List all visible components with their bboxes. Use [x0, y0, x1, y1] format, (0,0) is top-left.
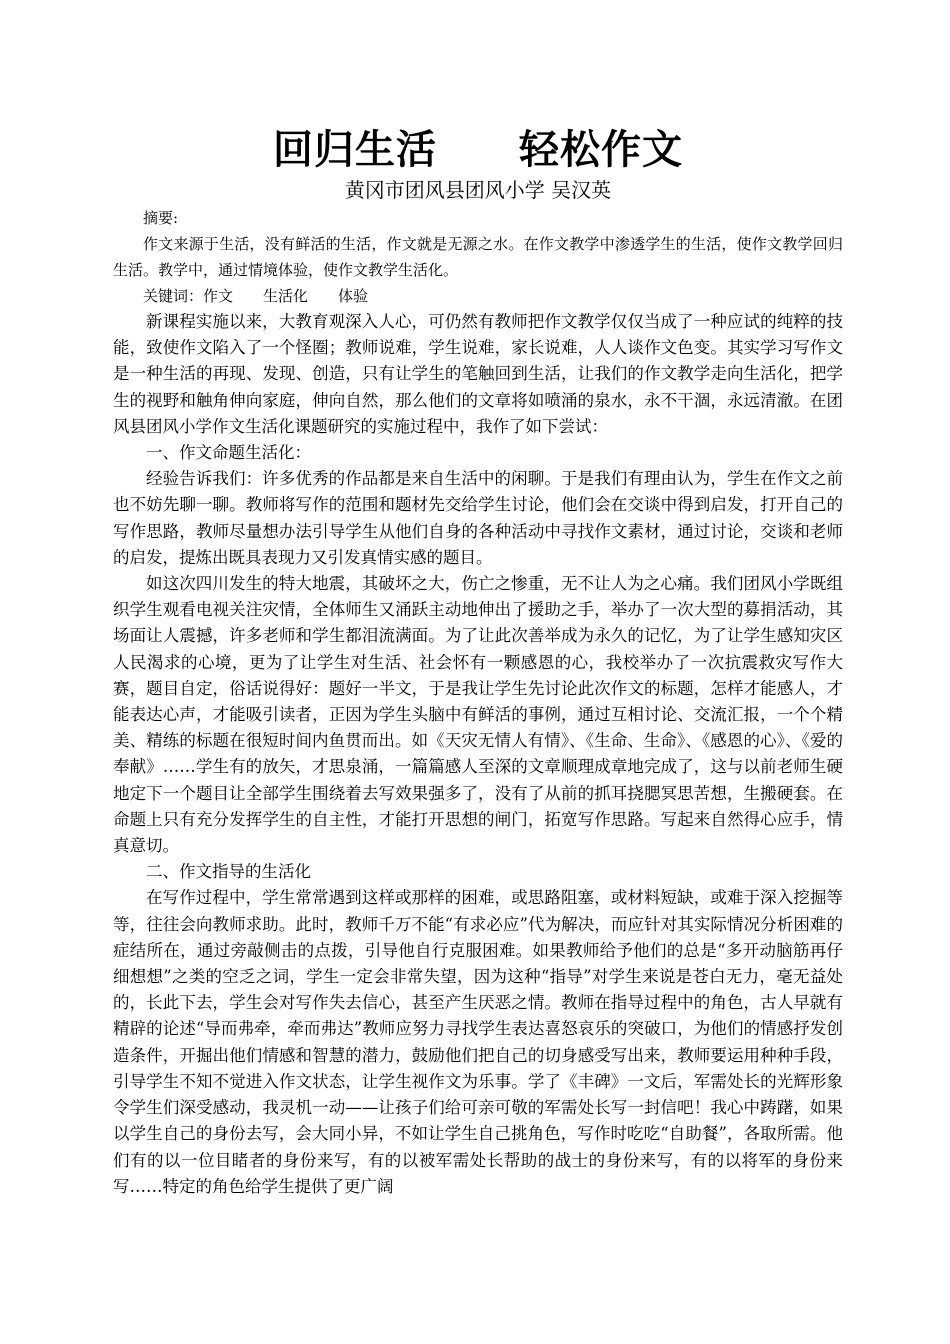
keywords: 关键词：作文 生活化 体验	[143, 287, 369, 305]
abstract-label: 摘要:	[143, 209, 179, 227]
section-heading: 二、作文指导的生活化	[146, 862, 311, 882]
paragraph: 经验告诉我们：许多优秀的作品都是来自生活中的闲聊。于是我们有理由认为，学生在作文之前也不妨先聊一聊。教师将写作的范围和题材先交给学生讨论，他们会在交谈中得到启发，打开自己的写作思路，教师尽量想办法引导学生从他们自身的各种活动中寻找作文素材，通过讨论，交谈和老师的启发，提炼出既具表现力又引发真情实感的题目。	[113, 469, 843, 567]
abstract-text: 作文来源于生活，没有鲜活的生活，作文就是无源之水。在作文教学中渗透学生的生活，使作文教学回归生活。教学中，通过情境体验，使作文教学生活化。	[113, 235, 843, 279]
paragraph: 如这次四川发生的特大地震，其破坏之大，伤亡之惨重，无不让人为之心痛。我们团风小学既组织学生观看电视关注灾情，全体师生又涌跃主动地伸出了援助之手，举办了一次大型的募捐活动，其场面让人震撼，许多老师和学生都泪流满面。为了让此次善举成为永久的记忆，为了让学生感知灾区人民渴求的心境，更为了让学生对生活、社会怀有一颗感恩的心，我校举办了一次抗震救灾写作大赛，题目自定，俗话说得好：题好一半文，于是我让学生先讨论此次作文的标题，怎样才能感人，才能表达心声，才能吸引读者，正因为学生头脑中有鲜活的事例，通过互相讨论、交流汇报，一个个精美、精练的标题在很短时间内鱼贯而出。如《天灾无情人有情》、《生命、生命》、《感恩的心》、《爱的奉献》……学生有的放矢，才思泉涌，一篇篇感人至深的文章顺理成章地完成了，这与以前老师生硬地定下一个题目让全部学生围绕着去写效果强多了，没有了从前的抓耳挠腮冥思苦想，生搬硬套。在命题上只有充分发挥学生的自主性，才能打开思想的闸门，拓宽写作思路。写起来自然得心应手，情真意切。	[113, 574, 843, 856]
paragraph: 在写作过程中，学生常常遇到这样或那样的困难，或思路阻塞，或材料短缺，或难于深入挖掘等等，往往会向教师求助。此时，教师千万不能“有求必应”代为解决，而应针对其实际情况分析困难的症结所在，通过旁敲侧击的点拨，引导他自行克服困难。如果教师给予他们的总是“多开动脑筋再仔细想想”之类的空乏之词，学生一定会非常失望，因为这种“指导”对学生来说是苍白无力，毫无益处的，长此下去，学生会对写作失去信心，甚至产生厌恶之情。教师在指导过程中的角色，古人早就有精辟的论述“导而弗牵，牵而弗达”教师应努力寻找学生表达喜怒哀乐的突破口，为他们的情感抒发创造条件，开掘出他们情感和智慧的潜力，鼓励他们把自己的切身感受写出来，教师要运用种种手段，引导学生不知不觉进入作文状态，让学生视作文为乐事。学了《丰碑》一文后，军需处长的光辉形象令学生们深受感动，我灵机一动——让孩子们给可亲可敬的军需处长写一封信吧！我心中踌躇，如果以学生自己的身份去写，会大同小异，不如让学生自己挑角色，写作时吃吃“自助餐”，各取所需。他们有的以一位目睹者的身份来写，有的以被军需处长帮助的战士的身份来写，有的以将军的身份来写……特定的角色给学生提供了更广阔	[113, 888, 843, 1196]
paragraph: 新课程实施以来，大教育观深入人心，可仍然有教师把作文教学仅仅当成了一种应试的纯粹的技能，致使作文陷入了一个怪圈；教师说难，学生说难，家长说难，人人谈作文色变。其实学习写作文是一种生活的再现、发现、创造，只有让学生的笔触回到生活，让我们的作文教学走向生活化，把学生的视野和触角伸向家庭，伸向自然，那么他们的文章将如喷涌的泉水，永不干涸，永远清澈。在团风县团风小学作文生活化课题研究的实施过程中，我作了如下尝试：	[113, 312, 843, 436]
document-title: 回归生活 轻松作文	[273, 127, 683, 173]
section-heading: 一、作文命题生活化：	[146, 443, 311, 463]
author-line: 黄冈市团风县团风小学 吴汉英	[344, 178, 612, 202]
document-page	[113, 125, 843, 1200]
